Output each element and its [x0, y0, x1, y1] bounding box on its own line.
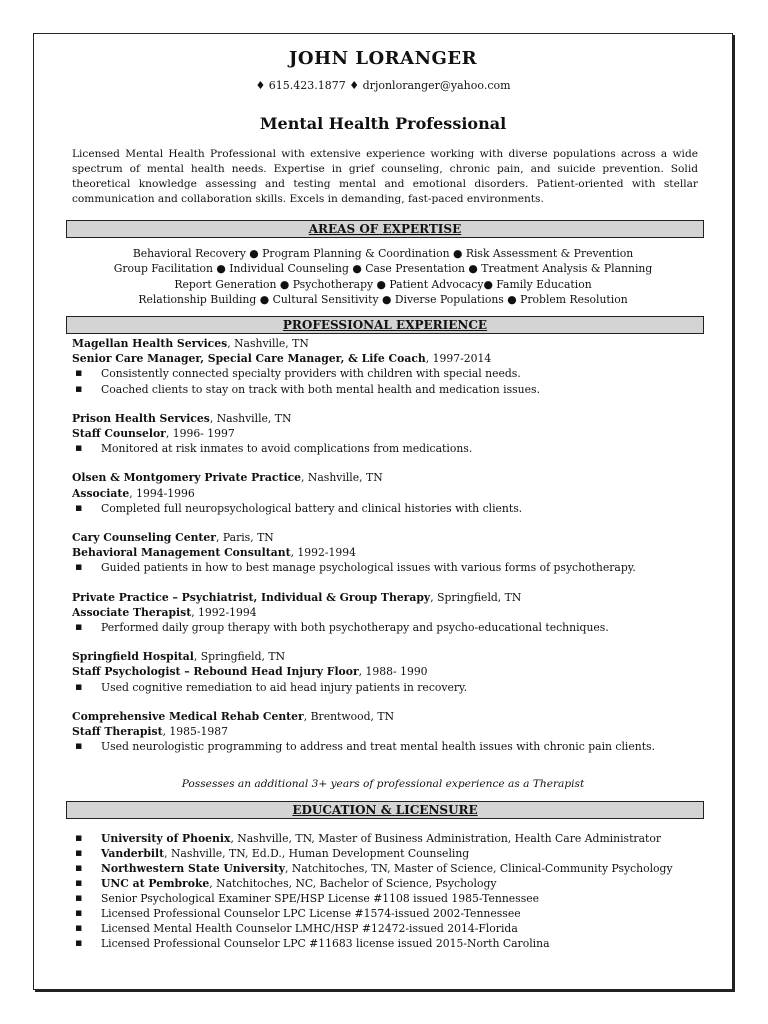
education-item — [72, 861, 702, 876]
employer: Private Practice – Psychiatrist, Individual & Group Therapy — [72, 590, 431, 604]
expertise-line: Relationship Building ● Cultural Sensitivity ● Diverse Populations ● Problem Resolution — [138, 292, 628, 306]
education-detail: , Natchitoches, NC, Bachelor of Science, Psychology — [209, 877, 497, 890]
job-bullet: ▪ Guided patients in how to best manage psychological issues with various forms of psychotherapy. — [72, 560, 702, 575]
employer: Cary Counseling Center — [72, 531, 216, 545]
job-entry — [72, 470, 702, 516]
employer-location: , Springfield, TN — [430, 590, 522, 604]
expertise-list — [34, 246, 732, 307]
license-item — [72, 891, 702, 906]
job-dates: , 1985-1987 — [162, 725, 229, 739]
job-entry — [72, 709, 702, 755]
expertise-line: Report Generation ● Psychotherapy ● Patient Advocacy● Family Education — [174, 277, 592, 291]
job-bullet: ▪ Used cognitive remediation to aid head injury patients in recovery. — [72, 680, 702, 695]
license-item — [72, 906, 702, 921]
job-dates: , 1996- 1997 — [165, 427, 235, 441]
expertise-line: Behavioral Recovery ● Program Planning & Coordination ● Risk Assessment & Prevention — [132, 247, 634, 260]
job-entry — [72, 530, 702, 576]
job-bullet: ▪ Used neurologistic programming to address and treat mental health issues with chronic pain clients. — [72, 739, 702, 754]
experience-note: Possesses an additional 3+ years of professional experience as a Therapist — [181, 778, 585, 790]
job-entry — [72, 590, 702, 636]
job-dates: , 1997-2014 — [425, 352, 492, 366]
job-role: Associate — [72, 486, 130, 500]
job-entry — [72, 649, 702, 695]
education-item — [72, 831, 702, 846]
job-role: Associate Therapist — [72, 605, 192, 619]
job-bullet: ▪ Completed full neuropsychological battery and clinical histories with clients. — [72, 501, 702, 516]
contact-line: ♦ 615.423.1877 ♦ drjonloranger@yahoo.com — [255, 79, 511, 92]
employer-location: , Springfield, TN — [193, 650, 286, 664]
institution: Northwestern State University — [101, 862, 286, 875]
candidate-name: JOHN LORANGER — [288, 48, 478, 69]
license-detail: Licensed Professional Counselor LPC #11683 license issued 2015-North Carolina — [101, 937, 550, 950]
job-role: Staff Counselor — [72, 427, 166, 441]
section-title: AREAS OF EXPERTISE — [308, 222, 462, 236]
expertise-line: Group Facilitation ● Individual Counseling ● Case Presentation ● Treatment Analysis & Planning — [113, 262, 653, 276]
institution: Vanderbilt — [101, 847, 165, 860]
job-dates: , 1992-1994 — [290, 546, 357, 560]
employer: Olsen & Montgomery Private Practice — [72, 471, 302, 485]
job-role: Staff Psychologist – Rebound Head Injury Floor — [72, 665, 359, 679]
section-title: PROFESSIONAL EXPERIENCE — [282, 318, 488, 332]
education-detail: , Nashville, TN, Master of Business Administration, Health Care Administrator — [230, 832, 662, 845]
job-dates: , 1988- 1990 — [358, 665, 428, 679]
employer-location: , Nashville, TN — [227, 337, 309, 350]
education-item — [72, 846, 702, 861]
employer-location: , Nashville, TN — [301, 471, 383, 485]
institution: University of Phoenix — [101, 832, 231, 845]
employer: Prison Health Services — [72, 411, 210, 425]
employer-location: , Paris, TN — [215, 531, 274, 545]
job-dates: , 1992-1994 — [191, 605, 257, 619]
license-item — [72, 921, 702, 936]
license-item — [72, 936, 702, 951]
employer: Comprehensive Medical Rehab Center — [72, 709, 304, 723]
job-bullet: ▪ Monitored at risk inmates to avoid complications from medications. — [72, 441, 702, 456]
professional-title: Mental Health Professional — [259, 114, 507, 133]
job-bullet: ▪ Coached clients to stay on track with both mental health and medication issues. — [72, 382, 702, 397]
institution: UNC at Pembroke — [101, 877, 210, 890]
job-role: Behavioral Management Consultant — [72, 546, 291, 560]
education-list — [72, 831, 702, 951]
job-role: Senior Care Manager, Special Care Manager, & Life Coach — [72, 352, 426, 366]
section-title: EDUCATION & LICENSURE — [292, 803, 478, 817]
job-entry — [72, 411, 702, 457]
license-detail: Licensed Professional Counselor LPC License #1574-issued 2002-Tennessee — [101, 907, 521, 920]
job-dates: , 1994-1996 — [129, 486, 195, 500]
education-detail: , Natchitoches, TN, Master of Science, Clinical-Community Psychology — [285, 862, 673, 875]
job-entry — [72, 336, 702, 397]
section-header-experience — [66, 316, 704, 334]
employer: Magellan Health Services — [72, 337, 228, 350]
education-detail: , Nashville, TN, Ed.D., Human Development Counseling — [164, 847, 470, 860]
experience-list — [72, 336, 702, 768]
employer-location: , Brentwood, TN — [303, 709, 395, 723]
license-detail: Senior Psychological Examiner SPE/HSP License #1108 issued 1985-Tennessee — [101, 892, 540, 905]
employer: Springfield Hospital — [72, 650, 194, 664]
resume-page — [33, 33, 733, 990]
license-detail: Licensed Mental Health Counselor LMHC/HSP #12472-issued 2014-Florida — [101, 922, 518, 935]
job-bullet: ▪ Consistently connected specialty providers with children with special needs. — [72, 366, 702, 381]
summary-paragraph: Licensed Mental Health Professional with extensive experience working with diverse populations across a wide spectrum of mental health needs. Expertise in grief counseling, chronic pain, and suicide prevention. Solid theoretical knowledge assessing and testing mental and emotional disorders. Patient-oriented with stellar communication and collaboration skills. Excels in demanding, fast-paced environments. — [72, 148, 698, 205]
education-item — [72, 876, 702, 891]
employer-location: , Nashville, TN — [209, 411, 292, 425]
section-header-expertise — [66, 220, 704, 238]
job-bullet: ▪ Performed daily group therapy with both psychotherapy and psycho-educational techniques. — [72, 620, 702, 635]
job-role: Staff Therapist — [72, 725, 163, 739]
section-header-education — [66, 801, 704, 819]
